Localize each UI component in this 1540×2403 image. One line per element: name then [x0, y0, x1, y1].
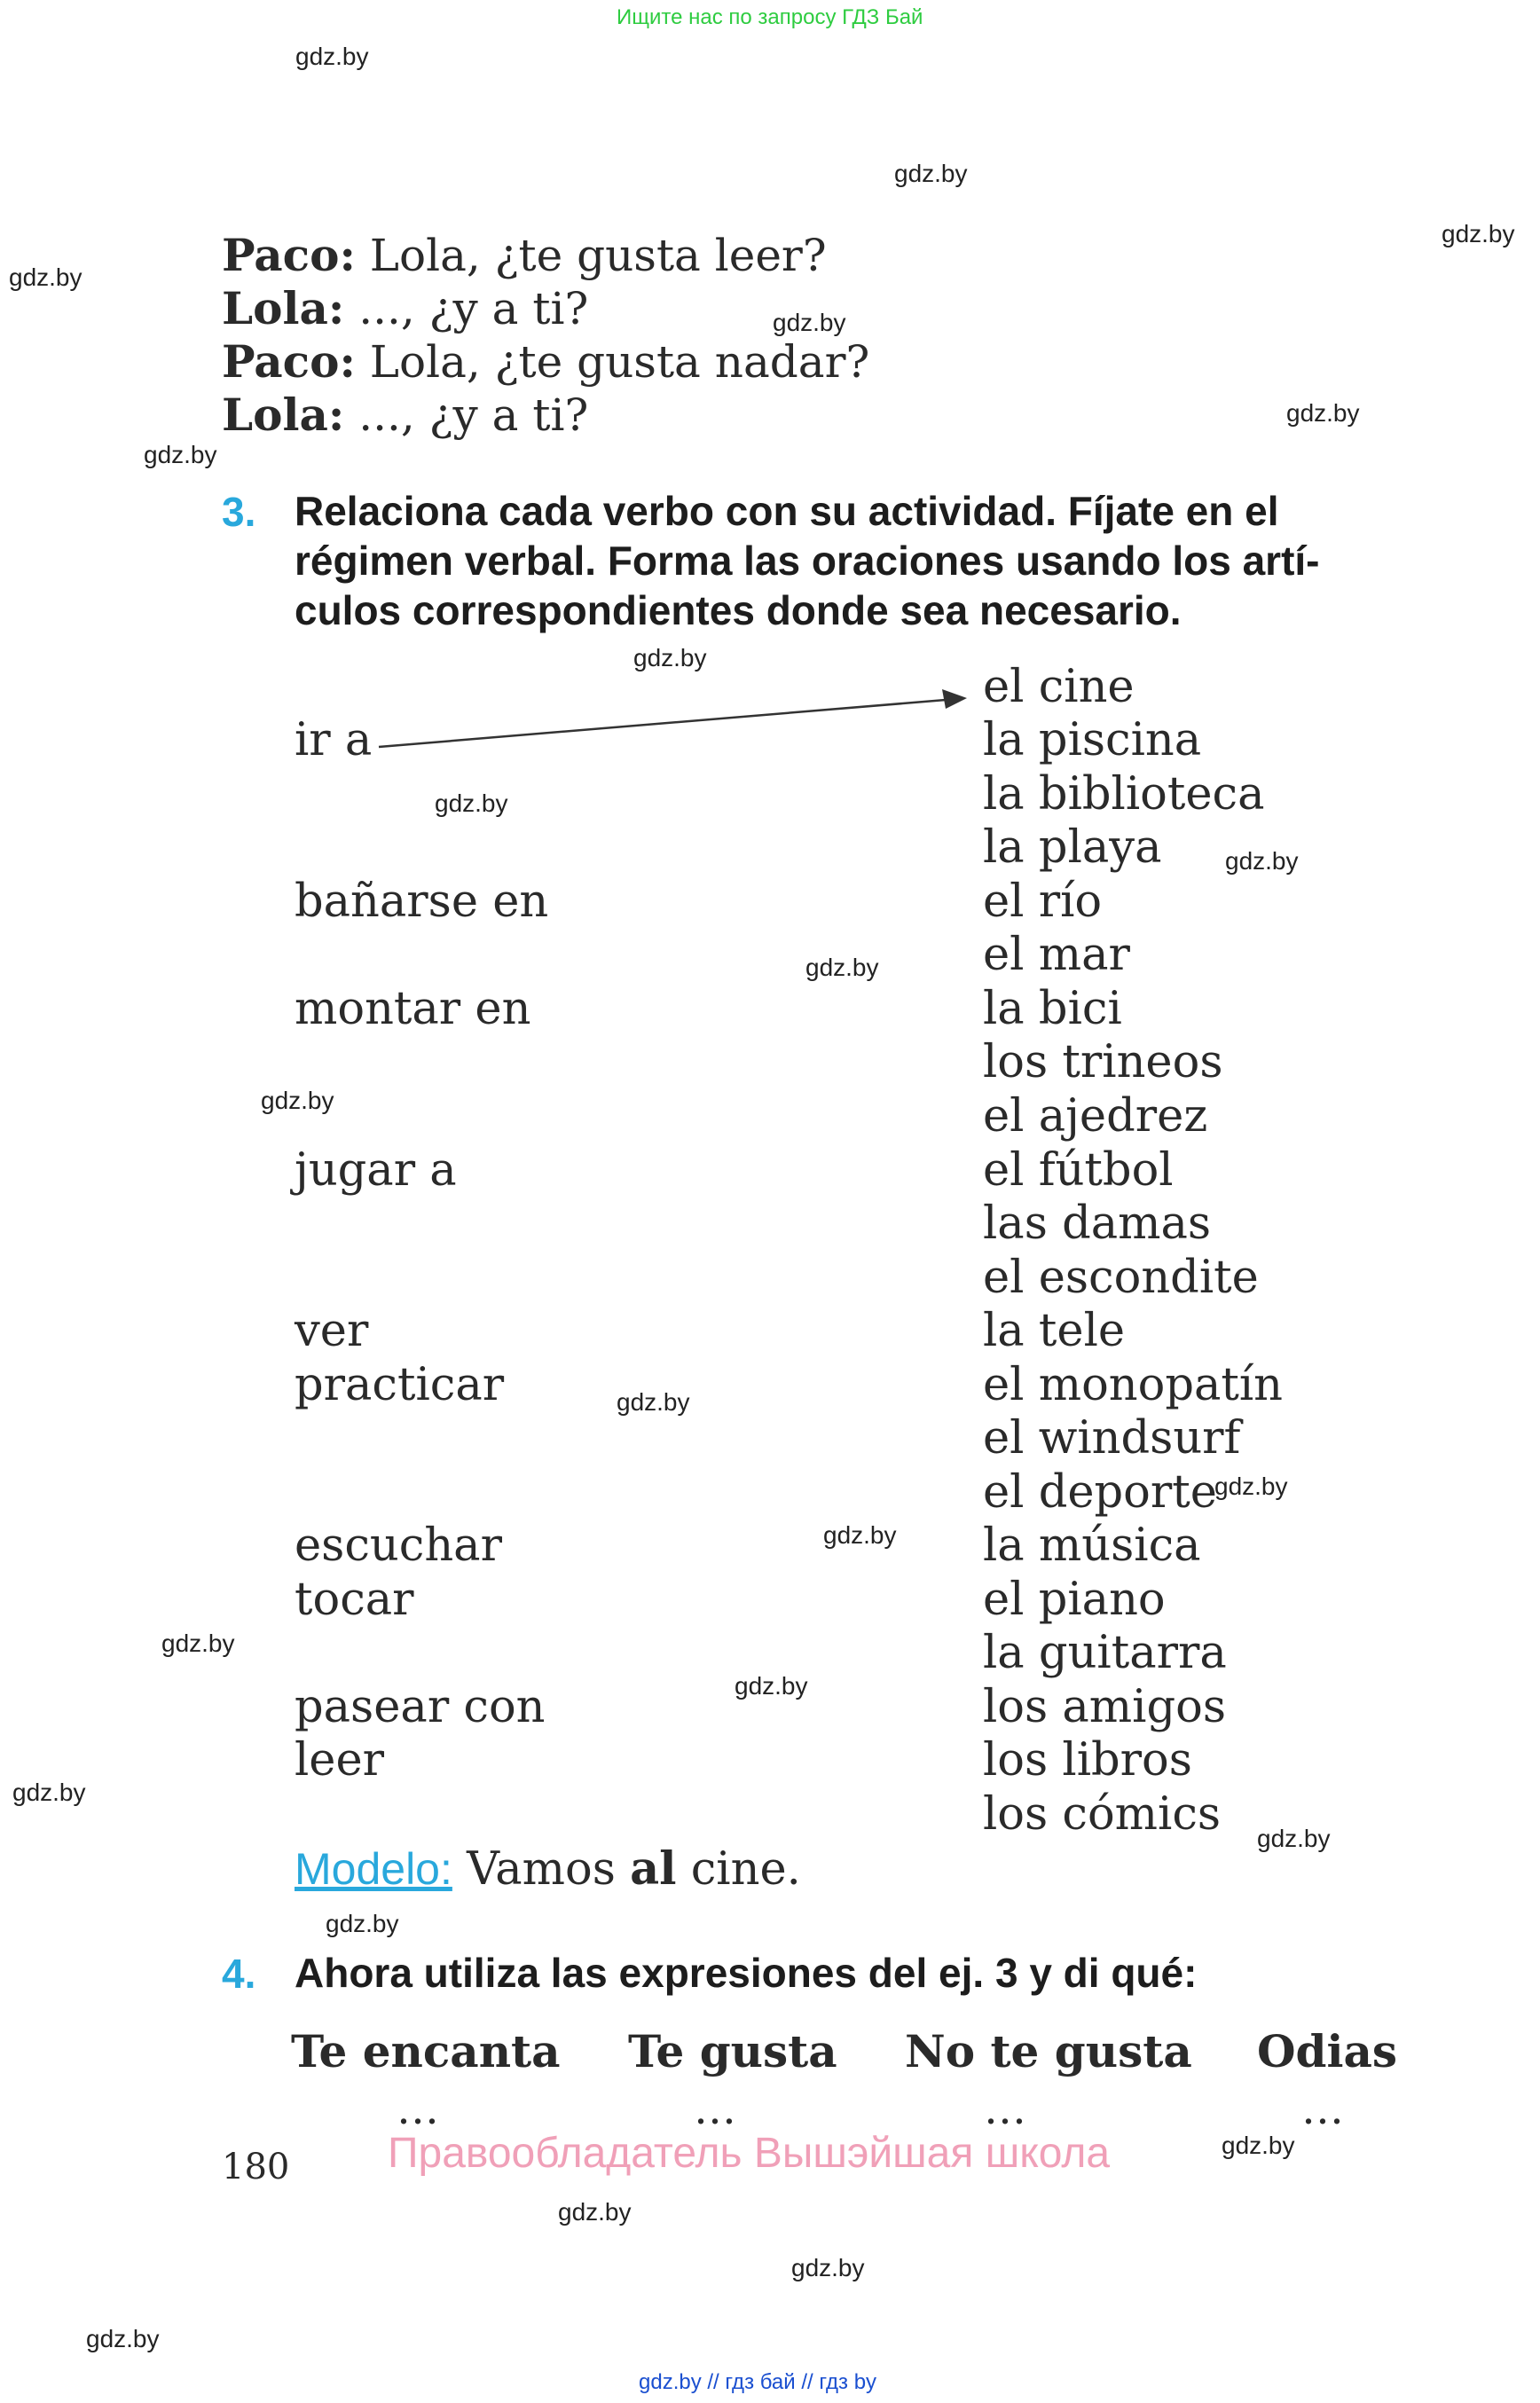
watermark: gdz.by	[1442, 220, 1515, 247]
watermark: gdz.by	[894, 160, 968, 187]
verb-item: pasear con	[295, 1681, 546, 1733]
exercise-3-instruction-line: Relaciona cada verbo con su actividad. Fíjate en el	[295, 488, 1279, 534]
verb-item: ver	[295, 1305, 369, 1357]
verb-item: escuchar	[295, 1520, 502, 1572]
verb-item: practicar	[295, 1359, 505, 1411]
watermark: gdz.by	[1286, 399, 1360, 427]
activity-item: el windsurf	[983, 1412, 1241, 1465]
dialog-speaker: Lola:	[222, 282, 345, 334]
column-heading: No te gusta	[905, 2025, 1192, 2077]
blank-dots: …	[1301, 2085, 1344, 2134]
watermark: gdz.by	[1225, 847, 1299, 875]
watermark: gdz.by	[617, 1388, 690, 1416]
dialog-text: ..., ¿y a ti?	[344, 283, 589, 334]
activity-item: la piscina	[983, 714, 1202, 766]
dialog-text: Lola, ¿te gusta nadar?	[355, 336, 870, 388]
activity-item: la música	[983, 1520, 1201, 1572]
activity-item: el mar	[983, 929, 1130, 981]
activity-item: los amigos	[983, 1681, 1227, 1733]
watermark: gdz.by	[9, 263, 82, 291]
activity-item: la guitarra	[983, 1627, 1227, 1679]
activity-item: los libros	[983, 1734, 1192, 1787]
watermark: gdz.by	[805, 954, 879, 981]
exercise-3-instruction-line: régimen verbal. Forma las oraciones usando los artí-	[295, 538, 1320, 584]
exercise-4-instruction: Ahora utiliza las expresiones del ej. 3 y di qué:	[295, 1950, 1198, 1996]
activity-item: la bici	[983, 983, 1122, 1035]
watermark: gdz.by	[161, 1629, 235, 1657]
verb-item: bañarse en	[295, 876, 549, 928]
modelo-text-bold: al	[630, 1842, 677, 1896]
page-number: 180	[222, 2147, 290, 2187]
activity-item: la tele	[983, 1305, 1126, 1357]
modelo-label: Modelo:	[295, 1844, 452, 1894]
activity-item: el fútbol	[983, 1144, 1174, 1197]
watermark: gdz.by	[633, 644, 707, 671]
modelo-text-post: cine.	[676, 1843, 801, 1896]
verb-item: montar en	[295, 983, 531, 1035]
watermark: gdz.by	[261, 1087, 334, 1114]
watermark: gdz.by	[558, 2198, 632, 2226]
watermark: gdz.by	[823, 1521, 897, 1549]
column-heading: Te gusta	[628, 2025, 837, 2077]
activity-item: los trineos	[983, 1036, 1223, 1088]
activity-item: los cómics	[983, 1788, 1222, 1841]
activity-item: la playa	[983, 821, 1162, 874]
dialog-speaker: Paco:	[222, 229, 356, 281]
activity-item: el ajedrez	[983, 1090, 1208, 1143]
dialog-speaker: Lola:	[222, 389, 345, 441]
activity-item: el río	[983, 876, 1103, 928]
activity-item: la biblioteca	[983, 768, 1265, 821]
bottom-links[interactable]: gdz.by // гдз бай // гдз by	[639, 2370, 877, 2394]
exercise-3-number: 3.	[222, 489, 256, 535]
top-banner: Ищите нас по запросу ГДЗ Бай	[617, 5, 923, 29]
column-heading: Odias	[1257, 2025, 1398, 2077]
verb-item: ir a	[295, 714, 373, 766]
verb-item: leer	[295, 1734, 385, 1787]
dialog-text: Lola, ¿te gusta leer?	[355, 230, 827, 281]
activity-item: el deporte	[983, 1466, 1217, 1519]
watermark: gdz.by	[12, 1779, 86, 1806]
activity-item: el cine	[983, 661, 1135, 713]
watermark: gdz.by	[1257, 1825, 1331, 1852]
watermark: gdz.by	[86, 2325, 160, 2352]
blank-dots: …	[984, 2085, 1026, 2134]
copyright-notice: Правообладатель Вышэйшая школа	[388, 2130, 1111, 2177]
exercise-3-instruction-line: culos correspondientes donde sea necesario.	[295, 587, 1182, 633]
watermark: gdz.by	[1222, 2132, 1295, 2159]
watermark: gdz.by	[326, 1910, 399, 1937]
blank-dots: …	[694, 2085, 736, 2134]
blank-dots: …	[397, 2085, 439, 2134]
activity-item: el escondite	[983, 1252, 1259, 1304]
column-heading: Te encanta	[291, 2025, 561, 2077]
activity-item: las damas	[983, 1198, 1212, 1250]
activity-item: el monopatín	[983, 1359, 1284, 1411]
watermark: gdz.by	[735, 1672, 808, 1700]
verb-item: jugar a	[295, 1144, 457, 1197]
watermark: gdz.by	[1214, 1472, 1288, 1500]
exercise-4-number: 4.	[222, 1951, 256, 1997]
activity-item: el piano	[983, 1574, 1166, 1626]
modelo-text-pre: Vamos	[452, 1843, 631, 1896]
dialog-speaker: Paco:	[222, 335, 356, 388]
watermark: gdz.by	[773, 309, 846, 336]
watermark: gdz.by	[295, 43, 369, 70]
watermark: gdz.by	[791, 2254, 865, 2281]
watermark: gdz.by	[435, 789, 508, 817]
verb-item: tocar	[295, 1574, 414, 1626]
watermark: gdz.by	[144, 441, 217, 468]
dialog-text: ..., ¿y a ti?	[344, 389, 589, 441]
modelo-line	[295, 1842, 801, 1896]
